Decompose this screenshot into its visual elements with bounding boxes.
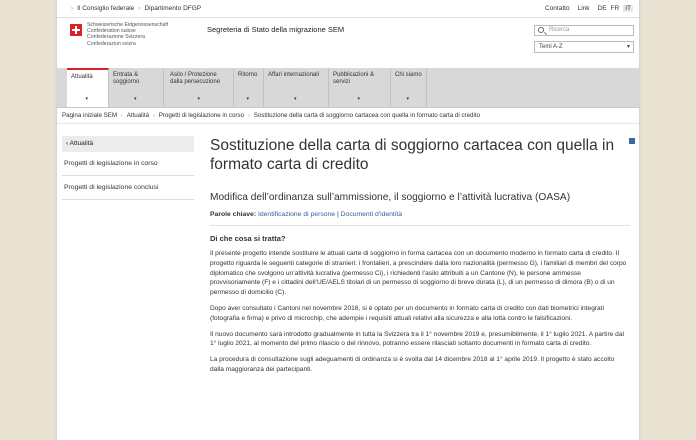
chevron-right-icon: › xyxy=(153,112,155,119)
keywords: Parole chiave: Identificazione di persone | Documenti d'identità xyxy=(210,211,402,218)
keyword-link-identificazione[interactable]: Identificazione di persone xyxy=(257,211,336,218)
nav-ritorno[interactable]: Ritorno ▾ xyxy=(234,68,264,107)
lang-fr[interactable]: FR xyxy=(610,5,620,12)
top-links xyxy=(545,5,633,12)
page xyxy=(57,0,639,440)
chevron-right-icon: › xyxy=(138,5,141,12)
chevron-down-icon: ▾ xyxy=(406,96,410,102)
search-icon xyxy=(538,27,544,33)
paragraph: La procedura di consultazione sugli adeguamenti di ordinanza si è svolta dal 14 dicembre 2018 al 1° aprile 2019. Il progetto è stato accolto dalla maggioranza dei partecipanti. xyxy=(210,356,615,373)
nav-asilo[interactable]: Asilo / Protezione dalla persecuzione ▾ xyxy=(166,68,234,107)
chevron-down-icon: ▾ xyxy=(85,96,89,102)
breadcrumb-current: Sostituzione della carta di soggiorno cartacea con quella in formato carta di credito xyxy=(253,112,481,119)
nav-pubblicazioni[interactable]: Pubblicazioni & servizi ▾ xyxy=(329,68,391,107)
search-input[interactable]: Ricerca xyxy=(534,25,634,36)
lang-it[interactable]: IT xyxy=(625,5,631,12)
chevron-right-icon: › xyxy=(248,112,250,119)
paragraph: Il nuovo documento sarà introdotto gradualmente in tutta la Svizzera tra il 1° novembre 2019 e, presumibilmente, il 1° luglio 2021. A partire dal 1° luglio 2021, al momento del primo rilascio o del rinnovo, potranno essere rilasciati soltanto documenti in formato carta di credito. xyxy=(210,330,624,348)
nav-attualita[interactable]: Attualità ▾ xyxy=(67,68,109,107)
link-federal-council[interactable]: Il Consiglio federale xyxy=(77,5,135,12)
top-breadcrumb xyxy=(71,5,201,12)
divider xyxy=(210,225,630,226)
chevron-down-icon: ▾ xyxy=(197,96,201,102)
main-content xyxy=(210,136,630,375)
link-links[interactable]: Link xyxy=(577,5,590,12)
language-switcher xyxy=(598,5,633,12)
breadcrumb-home[interactable]: Pagina iniziale SEM xyxy=(62,112,118,119)
sidebar-item-conclusi[interactable]: Progetti di legislazione conclusi xyxy=(62,176,194,200)
breadcrumb xyxy=(57,108,639,124)
site-title: Segreteria di Stato della migrazione SEM xyxy=(207,25,345,34)
chevron-down-icon: ▾ xyxy=(246,96,250,102)
top-bar xyxy=(57,0,639,18)
paragraph: Il presente progetto intende sostituire le attuali carte di soggiorno in forma cartacea con un documento moderno in formato carta di credito. Il progetto riguarda le seguenti categorie di stranieri: i frontalieri, a prescindere dalla loro nazionalità (permesso G), i familiari di membri del corpo diplomatico che svolgono un’attività lucrativa (permesso Ci), i richiedenti l’asilo attribuiti a un Cantone (N), le persone ammesse provvisoriamente (F) e i cittadini dell’UE/AELS titolari di un permesso di soggiorno di breve durata (L), di un permesso di dimora (B) o di un permesso di domicilio (C). xyxy=(210,250,627,297)
chevron-down-icon: ▾ xyxy=(626,44,630,50)
confederation-logo-text[interactable]: Schweizerische Eidgenossenschaft Confédération suisse Confederazione Svizzera Confederaziun svizra xyxy=(87,22,169,47)
keyword-link-documenti[interactable]: Documenti d'identità xyxy=(340,211,402,218)
sidebar xyxy=(62,136,194,200)
sidebar-back[interactable]: ‹ Attualità xyxy=(62,136,194,152)
breadcrumb-progetti[interactable]: Progetti di legislazione in corso xyxy=(158,112,245,119)
page-title: Sostituzione della carta di soggiorno cartacea con quella in formato carta di credito xyxy=(210,137,615,173)
chevron-down-icon: ▾ xyxy=(294,96,297,102)
link-contact[interactable]: Contatto xyxy=(545,5,570,12)
main-nav xyxy=(57,68,639,108)
chevron-right-icon: › xyxy=(121,112,123,119)
chevron-right-icon: › xyxy=(71,5,74,12)
topics-select[interactable]: Temi A-Z ▾ xyxy=(534,41,634,53)
chevron-down-icon: ▾ xyxy=(357,96,361,102)
breadcrumb-attualita[interactable]: Attualità xyxy=(126,112,150,119)
link-department[interactable]: Dipartimento DFGP xyxy=(144,5,202,12)
nav-chi-siamo[interactable]: Chi siamo ▾ xyxy=(391,68,427,107)
page-subtitle: Modifica dell’ordinanza sull’ammissione, il soggiorno e l’attività lucrativa (OASA) xyxy=(210,192,571,203)
section-heading: Di che cosa si tratta? xyxy=(210,234,286,243)
nav-entrata-soggiorno[interactable]: Entrata & soggiorno ▾ xyxy=(109,68,164,107)
chevron-left-icon: ‹ xyxy=(66,140,70,147)
chevron-down-icon: ▾ xyxy=(134,96,137,102)
sidebar-item-in-corso[interactable]: Progetti di legislazione in corso xyxy=(62,152,194,176)
lang-de[interactable]: DE xyxy=(597,5,607,12)
nav-affari-internazionali[interactable]: Affari internazionali ▾ xyxy=(264,68,329,107)
swiss-flag-icon[interactable] xyxy=(70,24,82,36)
paragraph: Dopo aver consultato i Cantoni nel novembre 2016, si è optato per un documento in formato carta di credito con dati biometrici integrati (fotografia e firma) e privo di microchip, che adempie i requisiti attuali relativi alla sicurezza e alla lotta contro le falsificazioni. xyxy=(210,304,605,322)
